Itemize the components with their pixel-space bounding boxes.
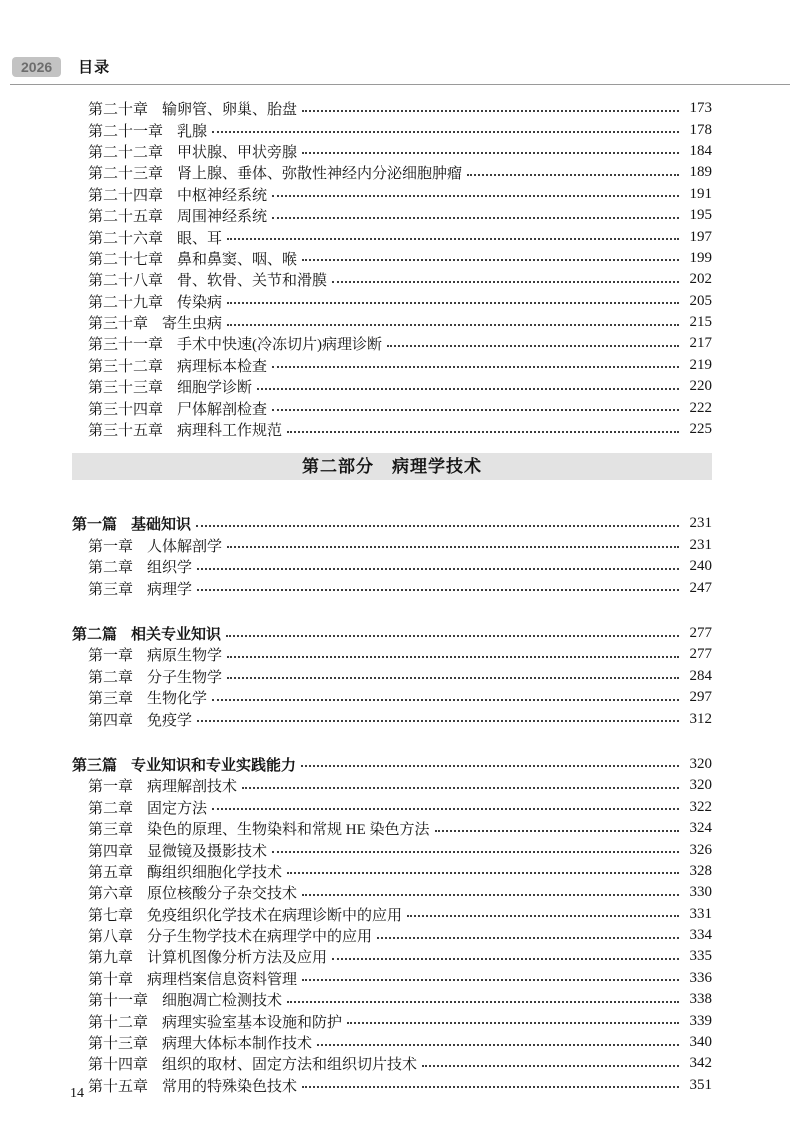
page-number: 328 <box>689 862 712 879</box>
page-number: 202 <box>689 271 712 288</box>
dot-leader <box>272 195 679 197</box>
toc-entry <box>72 269 712 290</box>
chapter-title: 计算机图像分析方法及应用 <box>147 950 328 967</box>
chapter-title: 固定方法 <box>147 800 208 817</box>
part2-section-2-chapters <box>72 644 712 730</box>
toc-entry <box>72 162 712 183</box>
dot-leader <box>287 872 679 874</box>
dot-leader <box>196 525 679 527</box>
chapter-title: 眼、耳 <box>177 230 223 247</box>
chapter-label: 第十四章 <box>88 1057 149 1074</box>
chapter-label: 第十章 <box>88 971 134 988</box>
chapter-label: 第二十二章 <box>88 144 164 161</box>
page-number: 334 <box>689 927 712 944</box>
part-title: 相关专业知识 <box>131 627 222 643</box>
toc-part-row <box>72 754 712 775</box>
toc-entry <box>72 333 712 354</box>
toc-entry <box>72 904 712 925</box>
dot-leader <box>227 302 679 304</box>
page-number: 335 <box>689 948 712 965</box>
toc-entry <box>72 797 712 818</box>
part1-chapter-list <box>72 98 712 440</box>
chapter-label: 第三十三章 <box>88 380 164 397</box>
chapter-title: 病理实验室基本设施和防护 <box>162 1014 343 1031</box>
dot-leader <box>302 259 679 261</box>
dot-leader <box>227 238 679 240</box>
page-number: 205 <box>689 292 712 309</box>
chapter-title: 鼻和鼻窦、咽、喉 <box>177 251 298 268</box>
toc-entry <box>72 644 712 665</box>
toc-entry <box>72 119 712 140</box>
page-number: 197 <box>689 228 712 245</box>
part2-section-3-chapters <box>72 775 712 1096</box>
dot-leader <box>302 1086 679 1088</box>
chapter-title: 免疫学 <box>147 712 193 729</box>
chapter-label: 第八章 <box>88 929 134 946</box>
page-number: 173 <box>689 100 712 117</box>
header-rule <box>10 84 790 85</box>
chapter-label: 第七章 <box>88 907 134 924</box>
chapter-title: 手术中快速(冷冻切片)病理诊断 <box>177 337 383 354</box>
dot-leader <box>197 568 679 570</box>
page-number: 326 <box>689 841 712 858</box>
chapter-label: 第五章 <box>88 864 134 881</box>
chapter-label: 第三十二章 <box>88 358 164 375</box>
dot-leader <box>422 1065 679 1067</box>
page-number: 331 <box>689 905 712 922</box>
page-number: 219 <box>689 356 712 373</box>
dot-leader <box>212 699 679 701</box>
page-number: 312 <box>689 710 712 727</box>
chapter-title: 传染病 <box>177 294 223 311</box>
chapter-label: 第三章 <box>88 691 134 708</box>
toc-entry <box>72 141 712 162</box>
page-number: 342 <box>689 1055 712 1072</box>
page-number: 222 <box>689 399 712 416</box>
toc-entry <box>72 355 712 376</box>
part2-banner: 第二部分 病理学技术 <box>72 453 712 480</box>
toc-content <box>72 98 712 440</box>
spacer <box>72 730 712 754</box>
chapter-label: 第四章 <box>88 843 134 860</box>
chapter-title: 尸体解剖检查 <box>177 401 268 418</box>
chapter-label: 第十三章 <box>88 1036 149 1053</box>
toc-entry <box>72 577 712 598</box>
toc-entry <box>72 1032 712 1053</box>
chapter-label: 第一章 <box>88 648 134 665</box>
toc-entry <box>72 818 712 839</box>
page-number: 330 <box>689 884 712 901</box>
chapter-title: 输卵管、卵巢、胎盘 <box>162 102 298 119</box>
chapter-title: 染色的原理、生物染料和常规 HE 染色方法 <box>147 822 430 839</box>
toc-entry <box>72 419 712 440</box>
toc-entry <box>72 184 712 205</box>
chapter-title: 生物化学 <box>147 691 208 708</box>
toc-entry <box>72 98 712 119</box>
chapter-title: 细胞凋亡检测技术 <box>162 993 283 1010</box>
page-number: 231 <box>689 536 712 553</box>
chapter-label: 第一章 <box>88 538 134 555</box>
chapter-label: 第六章 <box>88 886 134 903</box>
page-footer <box>70 1086 84 1102</box>
toc-entry <box>72 989 712 1010</box>
toc-entry <box>72 312 712 333</box>
chapter-label: 第二十六章 <box>88 230 164 247</box>
page-number: 191 <box>689 185 712 202</box>
page-number: 284 <box>689 667 712 684</box>
chapter-title: 甲状腺、甲状旁腺 <box>177 144 298 161</box>
toc-entry <box>72 708 712 729</box>
toc-entry <box>72 205 712 226</box>
dot-leader <box>301 765 679 767</box>
toc-entry <box>72 1053 712 1074</box>
page-number: 340 <box>689 1034 712 1051</box>
page-number: 220 <box>689 378 712 395</box>
chapter-title: 人体解剖学 <box>147 538 223 555</box>
dot-leader <box>435 830 679 832</box>
page-number: 351 <box>689 1076 712 1093</box>
chapter-label: 第二十三章 <box>88 166 164 183</box>
chapter-label: 第二十九章 <box>88 294 164 311</box>
chapter-label: 第二十五章 <box>88 209 164 226</box>
part-title: 专业知识和专业实践能力 <box>131 757 297 774</box>
toc-entry <box>72 775 712 796</box>
dot-leader <box>212 131 679 133</box>
toc-entry <box>72 666 712 687</box>
chapter-label: 第二十八章 <box>88 273 164 290</box>
part2-section-1 <box>72 513 712 599</box>
toc-entry <box>72 376 712 397</box>
dot-leader <box>227 677 679 679</box>
dot-leader <box>407 915 679 917</box>
chapter-title: 骨、软骨、关节和滑膜 <box>177 273 328 290</box>
page-number: 225 <box>689 421 712 438</box>
chapter-title: 病理标本检查 <box>177 358 268 375</box>
chapter-title: 寄生虫病 <box>162 316 223 333</box>
chapter-label: 第三十五章 <box>88 423 164 440</box>
page-number: 322 <box>689 798 712 815</box>
dot-leader <box>302 894 679 896</box>
chapter-title: 显微镜及摄影技术 <box>147 843 268 860</box>
chapter-title: 原位核酸分子杂交技术 <box>147 886 298 903</box>
chapter-title: 分子生物学 <box>147 669 223 686</box>
dot-leader <box>227 546 679 548</box>
part2-content <box>72 513 712 1096</box>
page-number: 320 <box>689 777 712 794</box>
chapter-title: 周围神经系统 <box>177 209 268 226</box>
dot-leader <box>197 589 679 591</box>
part2-section-3 <box>72 754 712 1096</box>
toc-entry <box>72 226 712 247</box>
part-label: 第三篇 <box>72 757 118 774</box>
chapter-title: 病理科工作规范 <box>177 423 283 440</box>
page-number: 297 <box>689 689 712 706</box>
chapter-title: 病原生物学 <box>147 648 223 665</box>
dot-leader <box>332 958 679 960</box>
chapter-label: 第二十一章 <box>88 123 164 140</box>
dot-leader <box>242 787 679 789</box>
toc-entry <box>72 968 712 989</box>
dot-leader <box>287 431 679 433</box>
chapter-title: 肾上腺、垂体、弥散性神经内分泌细胞肿瘤 <box>177 166 463 183</box>
dot-leader <box>272 409 679 411</box>
chapter-label: 第一章 <box>88 779 134 796</box>
dot-leader <box>287 1001 679 1003</box>
page-number: 277 <box>689 646 712 663</box>
chapter-label: 第二章 <box>88 560 134 577</box>
page-number: 240 <box>689 558 712 575</box>
dot-leader <box>227 656 679 658</box>
chapter-label: 第四章 <box>88 712 134 729</box>
toc-entry <box>72 397 712 418</box>
dot-leader <box>212 808 679 810</box>
toc-entry <box>72 535 712 556</box>
chapter-label: 第三十章 <box>88 316 149 333</box>
page-number: 338 <box>689 991 712 1008</box>
dot-leader <box>257 388 679 390</box>
part-label: 第一篇 <box>72 517 118 534</box>
toc-entry <box>72 291 712 312</box>
chapter-title: 常用的特殊染色技术 <box>162 1078 298 1095</box>
page-number: 178 <box>689 121 712 138</box>
toc-entry <box>72 687 712 708</box>
dot-leader <box>317 1044 679 1046</box>
header-title: 目录 <box>78 60 111 76</box>
page-number: 320 <box>689 755 712 772</box>
chapter-label: 第十五章 <box>88 1078 149 1095</box>
chapter-title: 免疫组织化学技术在病理诊断中的应用 <box>147 907 403 924</box>
page-number: 195 <box>689 207 712 224</box>
chapter-label: 第十一章 <box>88 993 149 1010</box>
dot-leader <box>272 851 679 853</box>
toc-entry <box>72 839 712 860</box>
toc-entry <box>72 1010 712 1031</box>
toc-entry <box>72 1075 712 1096</box>
spacer <box>72 599 712 623</box>
page-header <box>0 0 800 77</box>
toc-part-row <box>72 513 712 534</box>
toc-entry <box>72 861 712 882</box>
page-number: 277 <box>689 625 712 641</box>
page-number: 247 <box>689 579 712 596</box>
dot-leader <box>332 281 679 283</box>
page-number: 231 <box>689 515 712 532</box>
part-label: 第二篇 <box>72 627 118 643</box>
chapter-title: 酶组织细胞化学技术 <box>147 864 283 881</box>
part2-section-1-chapters <box>72 535 712 599</box>
dot-leader <box>467 174 679 176</box>
chapter-title: 中枢神经系统 <box>177 187 268 204</box>
chapter-title: 分子生物学技术在病理学中的应用 <box>147 929 373 946</box>
chapter-title: 病理学 <box>147 581 193 598</box>
dot-leader <box>272 366 679 368</box>
dot-leader <box>227 324 679 326</box>
page-number: 324 <box>689 820 712 837</box>
page-number: 336 <box>689 969 712 986</box>
chapter-title: 病理档案信息资料管理 <box>147 971 298 988</box>
toc-entry <box>72 248 712 269</box>
dot-leader <box>226 635 679 637</box>
chapter-title: 组织学 <box>147 560 193 577</box>
toc-entry <box>72 946 712 967</box>
chapter-label: 第三十四章 <box>88 401 164 418</box>
chapter-title: 病理解剖技术 <box>147 779 238 796</box>
dot-leader <box>302 110 679 112</box>
chapter-title: 组织的取材、固定方法和组织切片技术 <box>162 1057 418 1074</box>
chapter-title: 细胞学诊断 <box>177 380 253 397</box>
page-number: 199 <box>689 249 712 266</box>
footer-page-number: 14 <box>70 1086 84 1101</box>
dot-leader <box>347 1022 679 1024</box>
dot-leader <box>197 720 679 722</box>
dot-leader <box>272 217 679 219</box>
toc-entry <box>72 882 712 903</box>
dot-leader <box>302 152 679 154</box>
chapter-label: 第二十章 <box>88 102 149 119</box>
chapter-label: 第二十七章 <box>88 251 164 268</box>
toc-part-row <box>72 623 712 644</box>
page-number: 217 <box>689 335 712 352</box>
chapter-label: 第二十四章 <box>88 187 164 204</box>
chapter-label: 第二章 <box>88 669 134 686</box>
chapter-label: 第三十一章 <box>88 337 164 354</box>
page-number: 184 <box>689 142 712 159</box>
page-number: 215 <box>689 314 712 331</box>
part2-section-2 <box>72 623 712 730</box>
toc-entry <box>72 556 712 577</box>
chapter-label: 第二章 <box>88 800 134 817</box>
dot-leader <box>377 937 679 939</box>
chapter-label: 第十二章 <box>88 1014 149 1031</box>
dot-leader <box>302 979 679 981</box>
chapter-title: 病理大体标本制作技术 <box>162 1036 313 1053</box>
chapter-label: 第九章 <box>88 950 134 967</box>
spacer <box>0 480 800 500</box>
chapter-label: 第三章 <box>88 581 134 598</box>
chapter-label: 第三章 <box>88 822 134 839</box>
page-number: 339 <box>689 1012 712 1029</box>
page-number: 189 <box>689 164 712 181</box>
toc-entry <box>72 925 712 946</box>
dot-leader <box>387 345 679 347</box>
chapter-title: 乳腺 <box>177 123 208 140</box>
year-badge: 2026 <box>12 57 61 77</box>
part-title: 基础知识 <box>131 517 192 534</box>
